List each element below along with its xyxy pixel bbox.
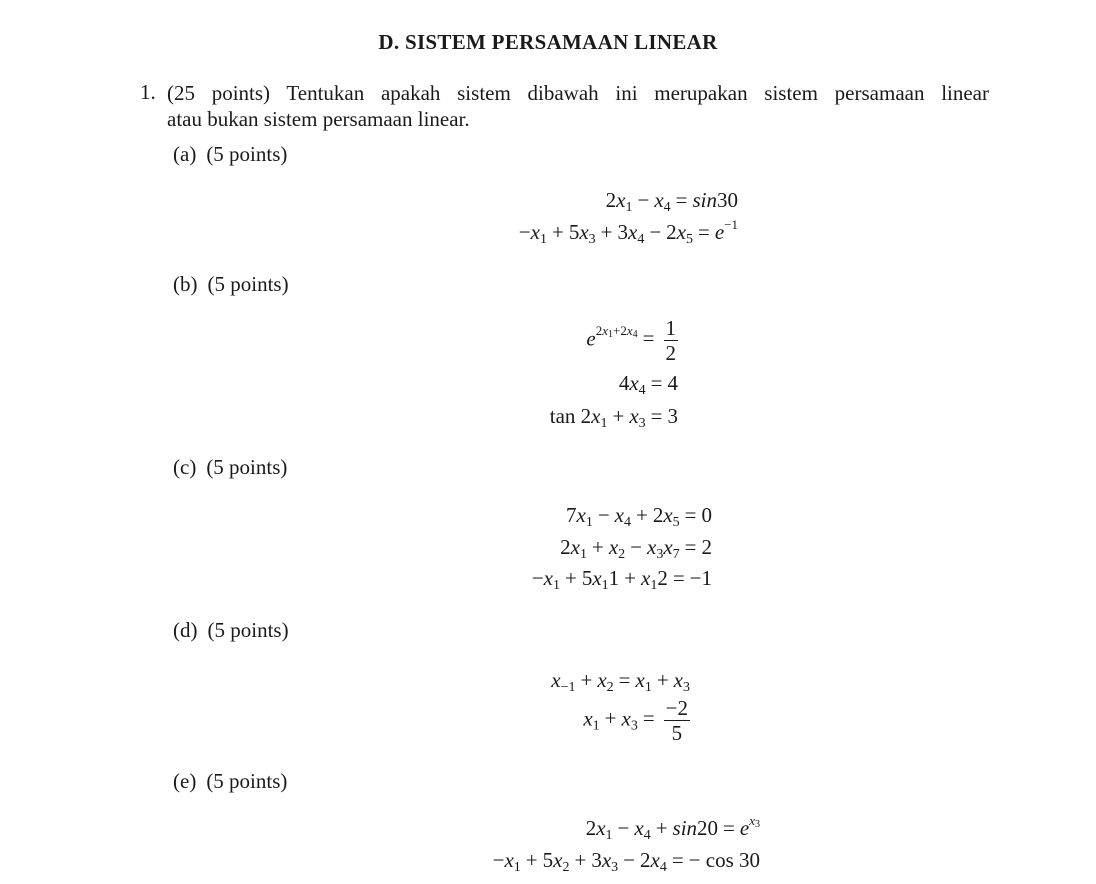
equation: $-x_1 + 5x_2 + 3x_3 - 2x_4$ = − cos 30 [492,848,760,875]
equation: $-x_1 + 5x_3 + 3x_4 - 2x_5 = e^{-1}$ [518,217,738,247]
part-label: (e) [173,769,197,793]
equation: $e^{2x_1+2x_4}$ = $\frac{1}{2}$ [586,316,676,365]
part-e-label [173,769,287,794]
equation: $2x_1 - x_4 + \sin 20 = e^{x_3}$ [585,813,760,843]
equation: $7x_1 - x_4 + 2x_5 = 0$ [565,503,712,530]
part-label: (d) [173,618,198,642]
part-c-label [173,455,287,480]
part-points: (5 points) [206,142,288,166]
equation-system-a [440,188,738,248]
part-d-label [173,618,289,643]
question-text-line-1: (25 points) Tentukan apakah sistem dibawah ini merupakan sistem persamaan linear [167,81,989,105]
part-points: (5 points) [207,618,289,642]
equation-system-b [500,316,678,436]
question-number: 1. [140,80,156,104]
part-label: (a) [173,142,197,166]
question-text-line-2: atau bukan sistem persamaan linear. [167,107,470,131]
part-label: (b) [173,272,198,296]
fraction: $\frac{-2}{5}$ [665,696,688,745]
equation: $\tan 2x_1 + x_3 = 3$ [549,404,678,431]
equation: $-x_1 + 5x_11 + x_12 = -1$ [531,566,712,593]
question-text [167,80,989,132]
equation: $x_{-1} + x_2 = x_1 + x_3$ [551,668,690,695]
part-b-label [173,272,289,297]
equation-system-d [500,668,690,752]
section-title: D. SISTEM PERSAMAAN LINEAR [378,30,718,54]
part-points: (5 points) [206,455,288,479]
equation-system-c [480,503,712,595]
equation: $4x_4 = 4$ [618,371,678,398]
part-label: (c) [173,455,197,479]
part-a-label [173,142,287,167]
part-points: (5 points) [207,272,289,296]
equation-system-e [430,813,760,880]
part-points: (5 points) [206,769,288,793]
equation: $x_1 + x_3$ = $\frac{-2}{5}$ [583,696,688,745]
equation: $2x_1 + x_2 - x_3x_7 = 2$ [560,535,712,562]
equation: $2x_1 - x_4 = \sin 30$ [605,188,738,215]
fraction: $\frac{1}{2}$ [665,316,676,365]
